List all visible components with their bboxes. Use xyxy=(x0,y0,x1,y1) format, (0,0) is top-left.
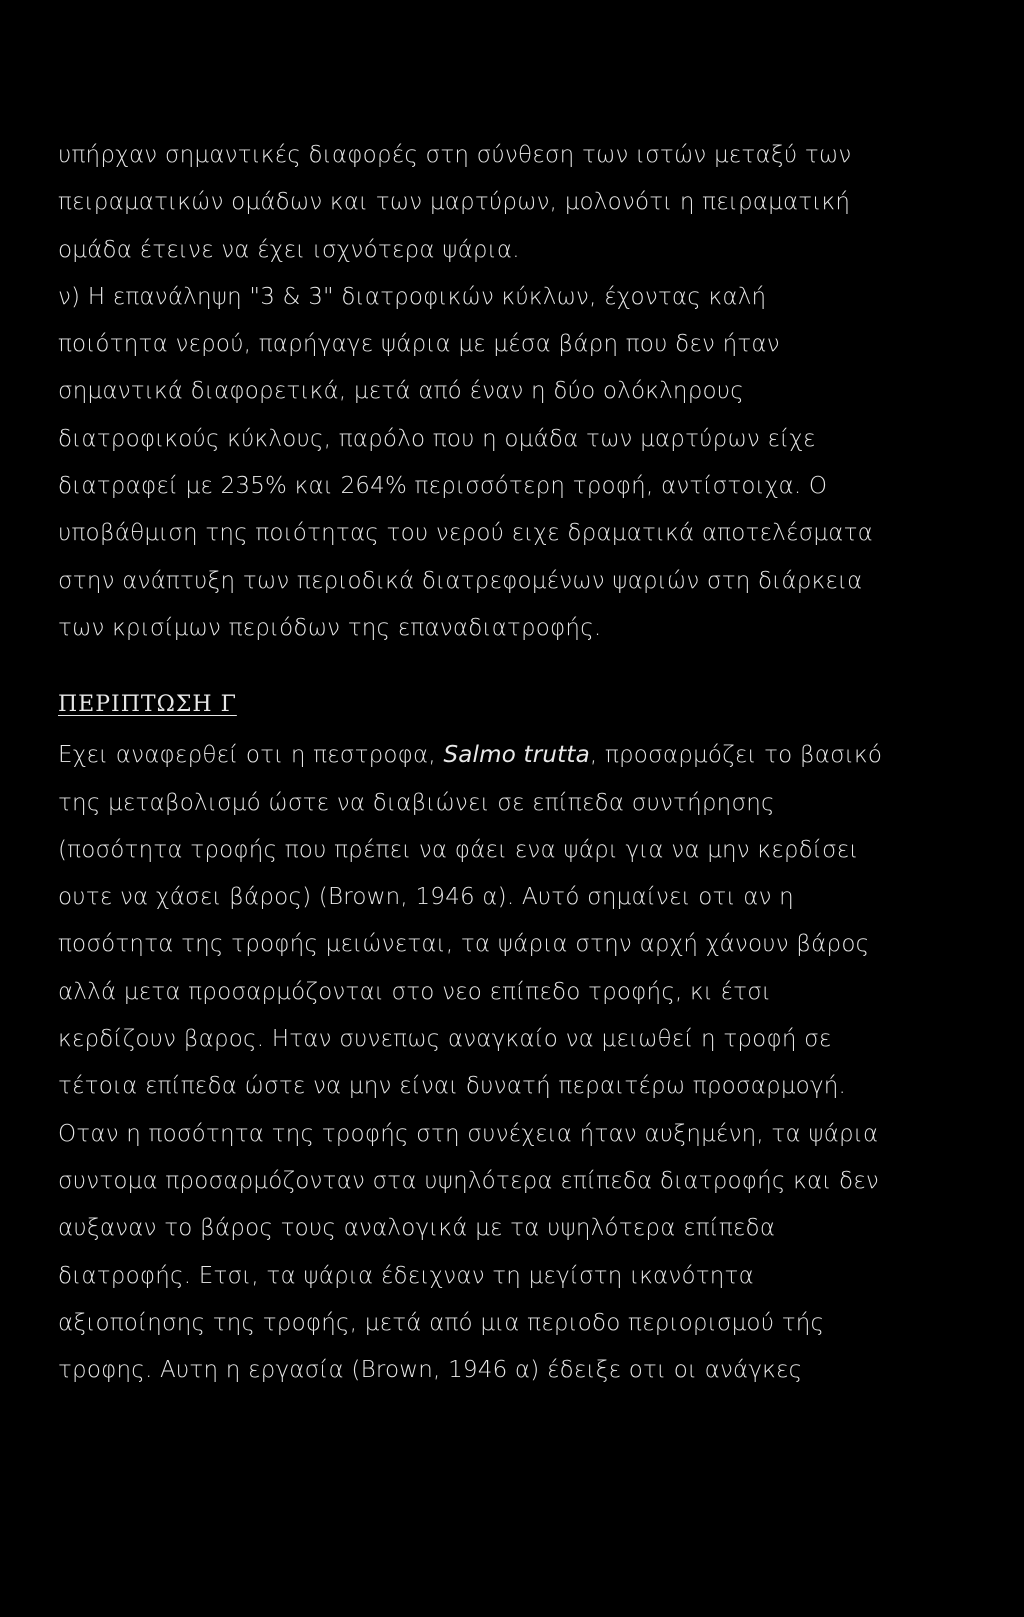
text-run: Εχει αναφερθεί οτι η πεστροφα, xyxy=(58,742,444,769)
section-heading: ΠΕΡΙΠΤΩΣΗ Γ xyxy=(58,692,237,718)
paragraph-results xyxy=(58,132,978,652)
text-line: διατραφεί με 235% και 264% περισσότερη τροφή, αντίστοιχα. Ο xyxy=(58,473,828,500)
text-line: συντομα προσαρμόζονταν στα υψηλότερα επίπεδα διατροφής και δεν xyxy=(58,1167,879,1194)
text-line: υποβάθμιση της ποιότητας του νερού ειχε δραματικά αποτελέσματα xyxy=(58,520,874,547)
paragraph-case-c xyxy=(58,732,978,1394)
text-line: ομάδα έτεινε να έχει ισχνότερα ψάρια. xyxy=(58,236,520,263)
text-line: (ποσότητα τροφής που πρέπει να φάει ενα ψάρι για να μην κερδίσει xyxy=(58,836,859,863)
text-line: ποσότητα της τροφής μειώνεται, τα ψάρια στην αρχή χάνουν βάρος xyxy=(58,931,870,958)
text-line: διατροφικούς κύκλους, παρόλο που η ομάδα των μαρτύρων είχε xyxy=(58,425,816,452)
text-line: υπήρχαν σημαντικές διαφορές στη σύνθεση των ιστών μεταξύ των xyxy=(58,142,852,168)
text-line: αλλά μετα προσαρμόζονται στο νεο επίπεδο τροφής, κι έτσι xyxy=(58,978,772,1005)
text-line: τροφης. Αυτη η εργασία (Brown, 1946 α) έδειξε οτι οι ανάγκες xyxy=(58,1357,803,1384)
section-heading-wrap xyxy=(58,652,978,732)
text-line: της μεταβολισμό ώστε να διαβιώνει σε επίπεδα συντήρησης xyxy=(58,789,775,816)
text-line: διατροφής. Ετσι, τα ψάρια έδειχναν τη μεγίστη ικανότητα xyxy=(58,1262,754,1289)
text-line: ν) Η επανάληψη "3 & 3" διατροφικών κύκλων, έχοντας καλή xyxy=(58,283,767,310)
text-run: , προσαρμόζει το βασικό xyxy=(589,742,883,769)
text-line: Οταν η ποσότητα της τροφής στη συνέχεια ήταν αυξημένη, τα ψάρια xyxy=(58,1120,879,1147)
text-line: αξιοποίησης της τροφής, μετά από μια περιοδο περιορισμού τής xyxy=(58,1309,825,1336)
text-line: στην ανάπτυξη των περιοδικά διατρεφομένων ψαριών στη διάρκεια xyxy=(58,567,863,594)
text-line: τέτοια επίπεδα ώστε να μην είναι δυνατή περαιτέρω προσαρμογή. xyxy=(58,1073,847,1100)
species-name: Salmo trutta xyxy=(443,742,590,769)
text-line xyxy=(58,732,978,779)
text-line: σημαντικά διαφορετικά, μετά από έναν η δύο ολόκληρους xyxy=(58,378,744,405)
text-line: ουτε να χάσει βάρος) (Brown, 1946 α). Αυτό σημαίνει οτι αν η xyxy=(58,884,794,911)
text-line: κερδίζουν βαρος. Ηταν συνεπως αναγκαίο να μειωθεί η τροφή σε xyxy=(58,1026,832,1053)
text-line: αυξαναν το βάρος τους αναλογικά με τα υψηλότερα επίπεδα xyxy=(58,1215,776,1242)
text-line: ποιότητα νερού, παρήγαγε ψάρια με μέσα βάρη που δεν ήταν xyxy=(58,331,780,358)
text-line: των κρισίμων περιόδων της επαναδιατροφής. xyxy=(58,614,602,641)
text-line: πειραματικών ομάδων και των μαρτύρων, μολονότι η πειραματική xyxy=(58,189,851,216)
document-page xyxy=(58,132,978,1394)
